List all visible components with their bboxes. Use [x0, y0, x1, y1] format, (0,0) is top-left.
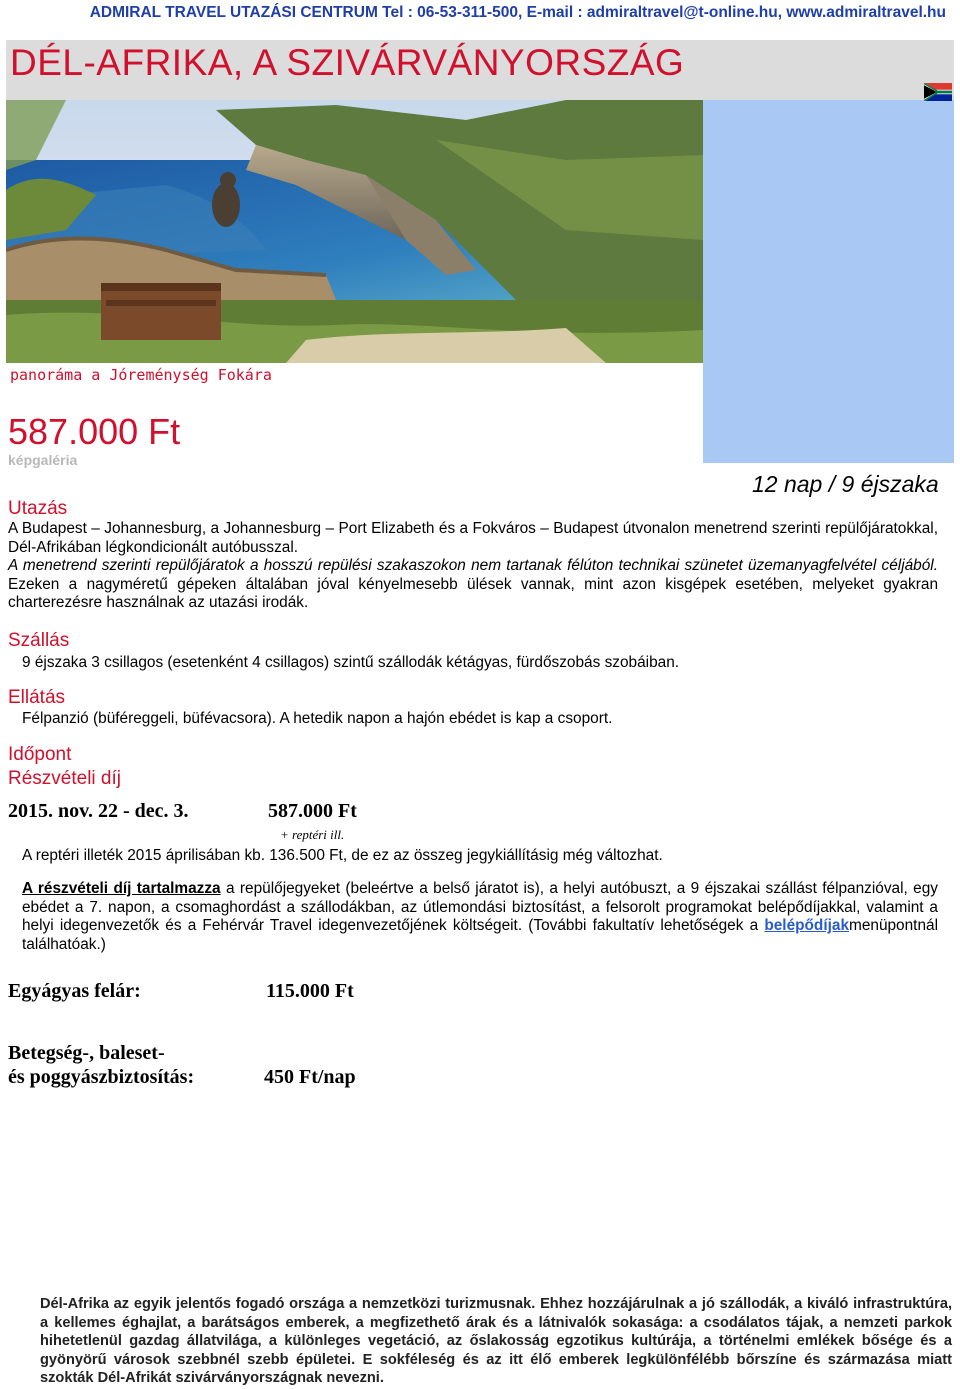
entrance-fees-link[interactable]: belépődíjak — [764, 917, 849, 934]
trip-price: 587.000 Ft — [268, 800, 357, 822]
photo-caption: panoráma a Jóreménység Fokára — [10, 366, 272, 384]
insurance-label-line1: Betegség-, baleset- — [8, 1042, 165, 1064]
south-africa-flag-icon — [924, 83, 952, 101]
footer-text: Dél-Afrika az egyik jelentős fogadó országa a nemzetközi turizmusnak. Ehhez hozzájárulnak a jó szállodák, a kiváló infrastruktúra, a kellemes éghajlat, a barátságos emberek, a megfizethető árak és a látnivalók sokasága: a csodálatos tájak, a nemzeti parkok hihetetlenül gazdag állatvilága, a különleges vegetáció, az őslakosság egzotikus kultúrája, a történelmi emlékek bősége és a gyönyörű városok szebbnél szebb épületei. E sokféleség és az itt élő emberek legkülönfélébb bőrszíne és származása miatt szokták Dél-Afrikát szivárványországnak nevezni. — [40, 1296, 952, 1387]
included-tail: menüpontnál találhatóak.) — [22, 917, 938, 953]
ellatas-text: Félpanzió (büféreggeli, büfévacsora). A hetedik napon a hajón ebédet is kap a csoport. — [22, 710, 613, 727]
price-note: + reptéri ill. — [280, 827, 345, 842]
heading-ellatas: Ellátás — [8, 687, 66, 708]
side-panel — [703, 100, 954, 463]
heading-utazas: Utazás — [8, 498, 68, 519]
insurance-price: 450 Ft/nap — [264, 1066, 356, 1088]
included-text — [22, 880, 938, 954]
heading-szallas: Szállás — [8, 630, 70, 651]
heading-reszveteli-dij: Részvételi díj — [8, 768, 121, 789]
contact-line: ADMIRAL TRAVEL UTAZÁSI CENTRUM Tel : 06-53-311-500, E-mail : admiraltravel@t-online.hu, www.admiraltravel.hu — [89, 4, 946, 21]
heading-idopont: Időpont — [8, 744, 72, 765]
insurance-label-line2: és poggyászbiztosítás: — [8, 1066, 195, 1088]
single-supplement-label: Egyágyas felár: — [8, 980, 141, 1002]
cape-panorama-photo — [6, 100, 703, 363]
page-title: DÉL-AFRIKA, A SZIVÁRVÁNYORSZÁG — [10, 42, 685, 83]
szallas-text: 9 éjszaka 3 csillagos (esetenként 4 csillagos) szintű szállodák kétágyas, fürdőszobás szobáiban. — [22, 654, 680, 671]
trip-duration: 12 nap / 9 éjszaka — [752, 471, 939, 497]
single-supplement-price: 115.000 Ft — [266, 980, 354, 1002]
trip-date: 2015. nov. 22 - dec. 3. — [8, 800, 189, 822]
utazas-text-2: A menetrend szerinti repülőjáratok a hosszú repülési szakaszokon nem tartanak félúton technikai szünetet üzemanyagfelvétel céljából. — [8, 557, 938, 574]
utazas-text-3: Ezeken a nagyméretű gépeken általában jóval kényelmesebb ülések vannak, mint azon kisgépek esetében, melyeket gyakran charterezésre használnak az utazási irodák. — [8, 575, 938, 611]
gallery-link[interactable]: képgaléria — [8, 452, 78, 468]
contact-header — [0, 0, 960, 26]
headline-price: 587.000 Ft — [8, 411, 181, 452]
utazas-text — [8, 520, 938, 613]
included-body: a repülőjegyeket (beleértve a belső járatot is), a helyi autóbuszt, a 9 éjszakai szállást félpanzióval, egy ebédet a 7. napon, a csomaghordást a szállodákban, az útlemondási biztosítást, a felsorolt programokat belépődíjakkal, valamint a helyi idegenvezetők és a Fehérvár Travel idegenvezetőjének költségeit. (További fakultatív lehetőségek a — [22, 880, 938, 934]
airport-fee-note: A reptéri illeték 2015 áprilisában kb. 136.500 Ft, de ez az összeg jegykiállításig még változhat. — [22, 847, 663, 864]
included-lead: A részvételi díj tartalmazza — [22, 880, 221, 897]
utazas-text-1: A Budapest – Johannesburg, a Johannesburg – Port Elizabeth és a Fokváros – Budapest útvonalon menetrend szerinti repülőjáratokkal, Dél-Afrikában légkondicionált autóbusszal. — [8, 520, 938, 556]
